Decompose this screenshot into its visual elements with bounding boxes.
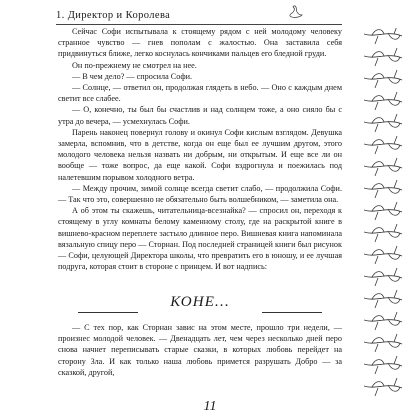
paragraph: Парень наконец повернул голову и окинул Софи кислым взглядом. Девушка замерла, вспомнив, что в детстве, когда он еще был ее лучшим другом, этого молодого человека нельзя назвать ни добрым, ни открытым. И еще все ли он вообще — тоже вопрос, да еще какой. Софи вздрогнула и поежилась под налетевшим порывом холодного ветра. xyxy=(58,127,342,182)
vine-segment xyxy=(364,290,402,308)
vine-segment xyxy=(364,246,402,264)
paragraph: — Между прочим, зимой солнце всегда светит слабо, — продолжила Софи. — Так что это, совершенно не обязательно быть волшебником, — заметила она. xyxy=(58,183,342,205)
vine-segment xyxy=(364,28,402,44)
paragraph: Сейчас Софи испытывала к стоящему рядом с ней молодому человеку странное чувство — гнев пополам с жалостью. Она заставила себя придвинуться ближе, легко коснулась кончиками пальцев его бледной груди. xyxy=(58,27,342,59)
paragraph: А об этом ты скажешь, читательница-всезнайка? — спросил он, переходя к стоящему в углу комнаты белому каменному столу, где на раскрытой книге в вишнево-красном переплете застыло длинное перо. Вишневая книга напоминала вязальную спицу перо — Сторнан. Под последней страницей книги был рисунок — Софи, целующей Директора школы, что превратить его в юношу, и ее лучшая подруга, которая стоит в стороне с принцем. И вот надпись: xyxy=(58,206,342,272)
paragraph: Он по-прежнему не смотрел на нее. xyxy=(72,60,197,70)
paragraph: — О, конечно, ты был бы счастлив и над солнцем тоже, а оно сияло бы с утра до вечера, — усмехнулась Софи. xyxy=(58,105,342,126)
heading-word: КОНЕ… xyxy=(170,294,230,310)
vine-segment xyxy=(364,48,402,66)
paragraph: — В чем дело? — спросила Софи. xyxy=(72,71,193,81)
swan-icon xyxy=(287,4,305,20)
heading-rule-right xyxy=(262,312,322,313)
ornament-heading xyxy=(58,294,342,314)
vine-segment xyxy=(364,92,402,110)
page-number: 11 xyxy=(203,399,217,414)
vine-border-ornament xyxy=(358,28,414,398)
vine-segment xyxy=(364,70,402,88)
vine-segment xyxy=(364,114,402,132)
paragraph: — Солнце, — ответил он, продолжая глядеть в небо. — Оно с каждым днем светит все слабее. xyxy=(58,83,342,104)
vine-segment xyxy=(364,268,402,286)
vine-segment xyxy=(364,158,402,176)
paragraph: — С тех пор, как Сторнан завис на этом месте, прошло три недели, — произнес молодой человек. — Двенадцать лет, чем через несколько дней перо снова начнет переписывать старые сказки, в которых любовь перейдет на сторону Зла. И как только наша любовь примется разрушать Добро — за сказкой, другой, xyxy=(58,323,342,377)
continued-text xyxy=(58,322,342,378)
running-head: 1. Директор и Королева xyxy=(56,10,342,25)
vine-segment xyxy=(364,312,402,330)
vine-segment xyxy=(364,136,402,154)
vine-segment xyxy=(364,356,402,374)
vine-segment xyxy=(364,224,402,242)
heading-rule-left xyxy=(78,312,138,313)
vine-segment xyxy=(364,202,402,220)
vine-segment xyxy=(364,378,402,396)
vine-segment xyxy=(364,334,402,352)
vine-segment xyxy=(364,180,402,198)
main-text xyxy=(58,26,342,272)
